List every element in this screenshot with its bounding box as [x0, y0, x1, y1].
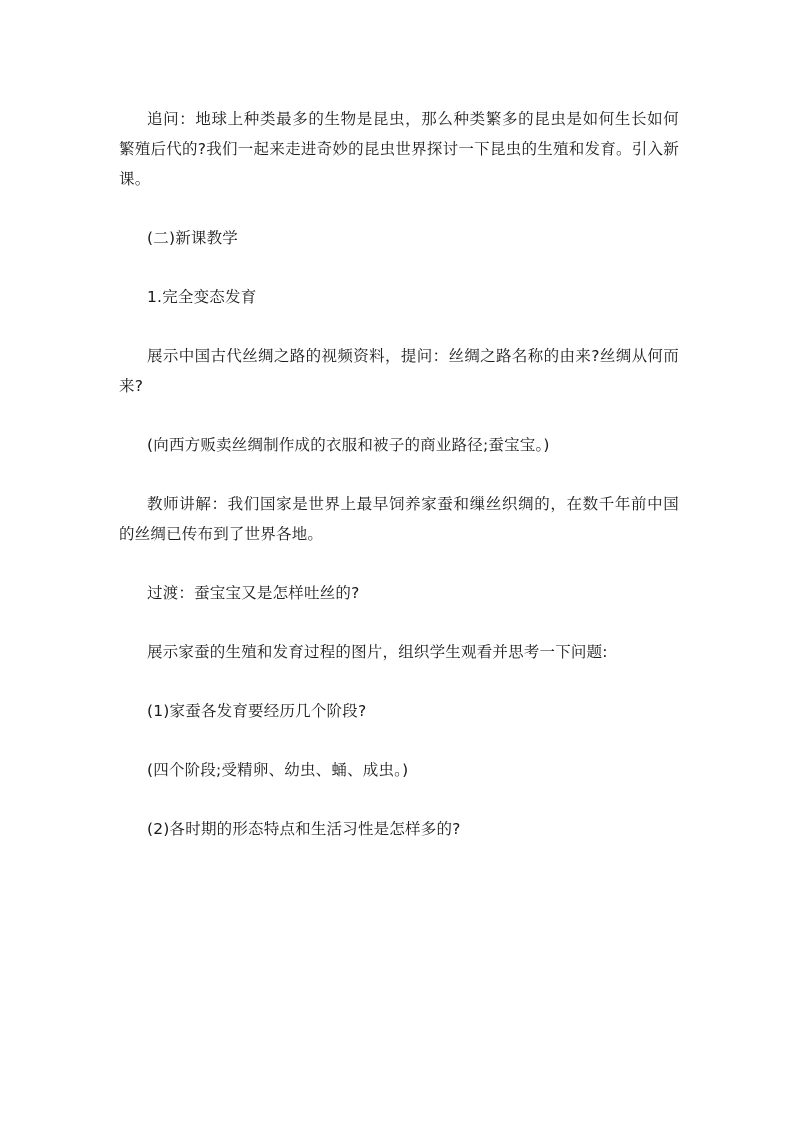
subsection-heading-complete-metamorphosis: 1.完全变态发育 [147, 288, 257, 306]
answer-1: (四个阶段;受精卵、幼虫、蛹、成虫。) [147, 761, 409, 779]
paragraph-follow-up-question: 追问：地球上种类最多的生物是昆虫，那么种类繁多的昆虫是如何生长如何繁殖后代的?我们一起来走进奇妙的昆虫世界探讨一下昆虫的生殖和发育。引入新课。 [119, 110, 679, 188]
question-1: (1)家蚕各发育要经历几个阶段? [147, 702, 367, 720]
question-2: (2)各时期的形态特点和生活习性是怎样多的? [147, 820, 461, 838]
document-body [119, 104, 679, 844]
paragraph-silk-road-answer: (向西方贩卖丝绸制作成的衣服和被子的商业路径;蚕宝宝。) [147, 436, 550, 454]
section-heading-new-lesson: (二)新课教学 [147, 229, 238, 247]
paragraph-silk-road-video: 展示中国古代丝绸之路的视频资料，提问：丝绸之路名称的由来?丝绸从何而来? [119, 347, 679, 395]
paragraph-transition: 过渡：蚕宝宝又是怎样吐丝的? [147, 584, 360, 602]
paragraph-teacher-explanation: 教师讲解：我们国家是世界上最早饲养家蚕和缫丝织绸的，在数千年前中国的丝绸已传布到了世界各地。 [119, 495, 679, 543]
paragraph-silkworm-pictures: 展示家蚕的生殖和发育过程的图片，组织学生观看并思考一下问题: [147, 643, 608, 661]
